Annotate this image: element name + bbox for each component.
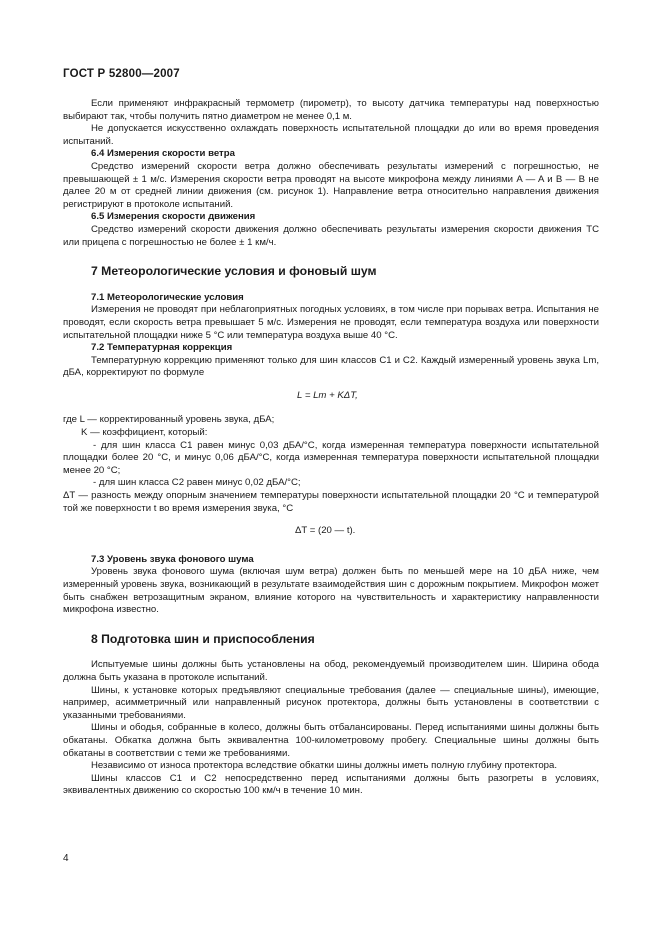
formula: L = Lm + KΔT, <box>297 389 358 401</box>
list-item: - для шин класса С1 равен минус 0,03 дБА/°С, когда измеренная температура поверхности испытательной площадки более 20 °С, и минус 0,06 дБА/°С, когда измеренная температура поверхности испытательной площадки менее 20 °С; <box>63 439 599 476</box>
paragraph: Средство измерений скорости ветра должно обеспечивать результаты измерений с погрешностью, не превышающей ± 1 м/с. Измерения скорости ветра проводят на высоте микрофона между линиями A — A и B — B не далее 20 м от средней линии движения (см. рисунок 1). Направление ветра относительно направления движения регистрируют в протоколе испытаний. <box>63 160 599 210</box>
page-number: 4 <box>63 853 69 864</box>
subsection-title: 7.1 Метеорологические условия <box>91 291 244 303</box>
paragraph: Если применяют инфракрасный термометр (пирометр), то высоту датчика температуры над поверхностью выбирают так, чтобы получить пятно диаметром не менее 0,1 м. <box>63 98 599 122</box>
paragraph: Измерения не проводят при неблагоприятных погодных условиях, в том числе при порывах ветра. Испытания не проводят, если скорость ветра превышает 5 м/с. Измерения не проводят, если температура воздуха или поверхности испытательной площадки ниже 5 °С или температура воздуха выше 40 °С. <box>63 304 599 341</box>
list-item: - для шин класса С2 равен минус 0,02 дБА/°С; <box>93 477 301 489</box>
document-body <box>63 98 599 798</box>
definition-delta-t: ΔT — разность между опорным значением температуры поверхности испытательной площадки 20 °С и температурой той же поверхности t во время измерения звука, °С <box>63 490 599 514</box>
paragraph: Температурную коррекцию применяют только для шин классов С1 и С2. Каждый измеренный уровень звука Lm, дБА, корректируют по формуле <box>63 354 599 379</box>
paragraph: Шины, к установке которых предъявляют специальные требования (далее — специальные шины), имеющие, например, асимметричный или направленный рисунок протектора, должны быть установлены в соответствии с указанными требованиями. <box>63 684 599 721</box>
subsection-title: 7.3 Уровень звука фонового шума <box>91 553 254 565</box>
section-title: 7 Метеорологические условия и фоновый шум <box>91 264 377 279</box>
subsection-title: 6.4 Измерения скорости ветра <box>91 148 235 160</box>
paragraph: Уровень звука фонового шума (включая шум ветра) должен быть по меньшей мере на 10 дБА ниже, чем измеренный уровень звука, возникающий в результате взаимодействия шин с дорожным покрытием. Микрофон может быть снабжен ветрозащитным экраном, влияние которого на чувствительность и характеристику направленности микрофона известно. <box>63 566 599 616</box>
subsection-title: 7.2 Температурная коррекция <box>91 342 233 354</box>
paragraph: Шины и ободья, собранные в колесо, должны быть отбалансированы. Перед испытаниями шины должны быть обкатаны. Обкатка должна быть эквивалентна 100-километровому пробегу. Специальные шины должны быть обкатаны в соответствии с теми же требованиями. <box>63 722 599 759</box>
paragraph: Не допускается искусственно охлаждать поверхность испытательной площадки до или во время проведения испытаний. <box>63 123 599 147</box>
subsection-title: 6.5 Измерения скорости движения <box>91 211 256 223</box>
document-code: ГОСТ Р 52800—2007 <box>63 68 180 80</box>
formula: ΔT = (20 — t). <box>295 525 356 537</box>
definition-L: где L — корректированный уровень звука, дБА; <box>63 414 275 426</box>
paragraph: Испытуемые шины должны быть установлены на обод, рекомендуемый производителем шин. Ширина обода должна быть указана в протоколе испытаний. <box>63 659 599 683</box>
section-title: 8 Подготовка шин и приспособления <box>91 631 315 646</box>
definition-K: K — коэффициент, который: <box>81 427 208 439</box>
paragraph: Средство измерений скорости движения должно обеспечивать результаты измерения скорости движения ТС или прицепа с погрешностью не более ± 1 км/ч. <box>63 223 599 248</box>
paragraph: Шины классов С1 и С2 непосредственно перед испытаниями должны быть разогреты в условиях, эквивалентных движению со скоростью 100 км/ч в течение 10 мин. <box>63 772 599 797</box>
paragraph: Независимо от износа протектора вследствие обкатки шины должны иметь полную глубину протектора. <box>91 760 558 772</box>
